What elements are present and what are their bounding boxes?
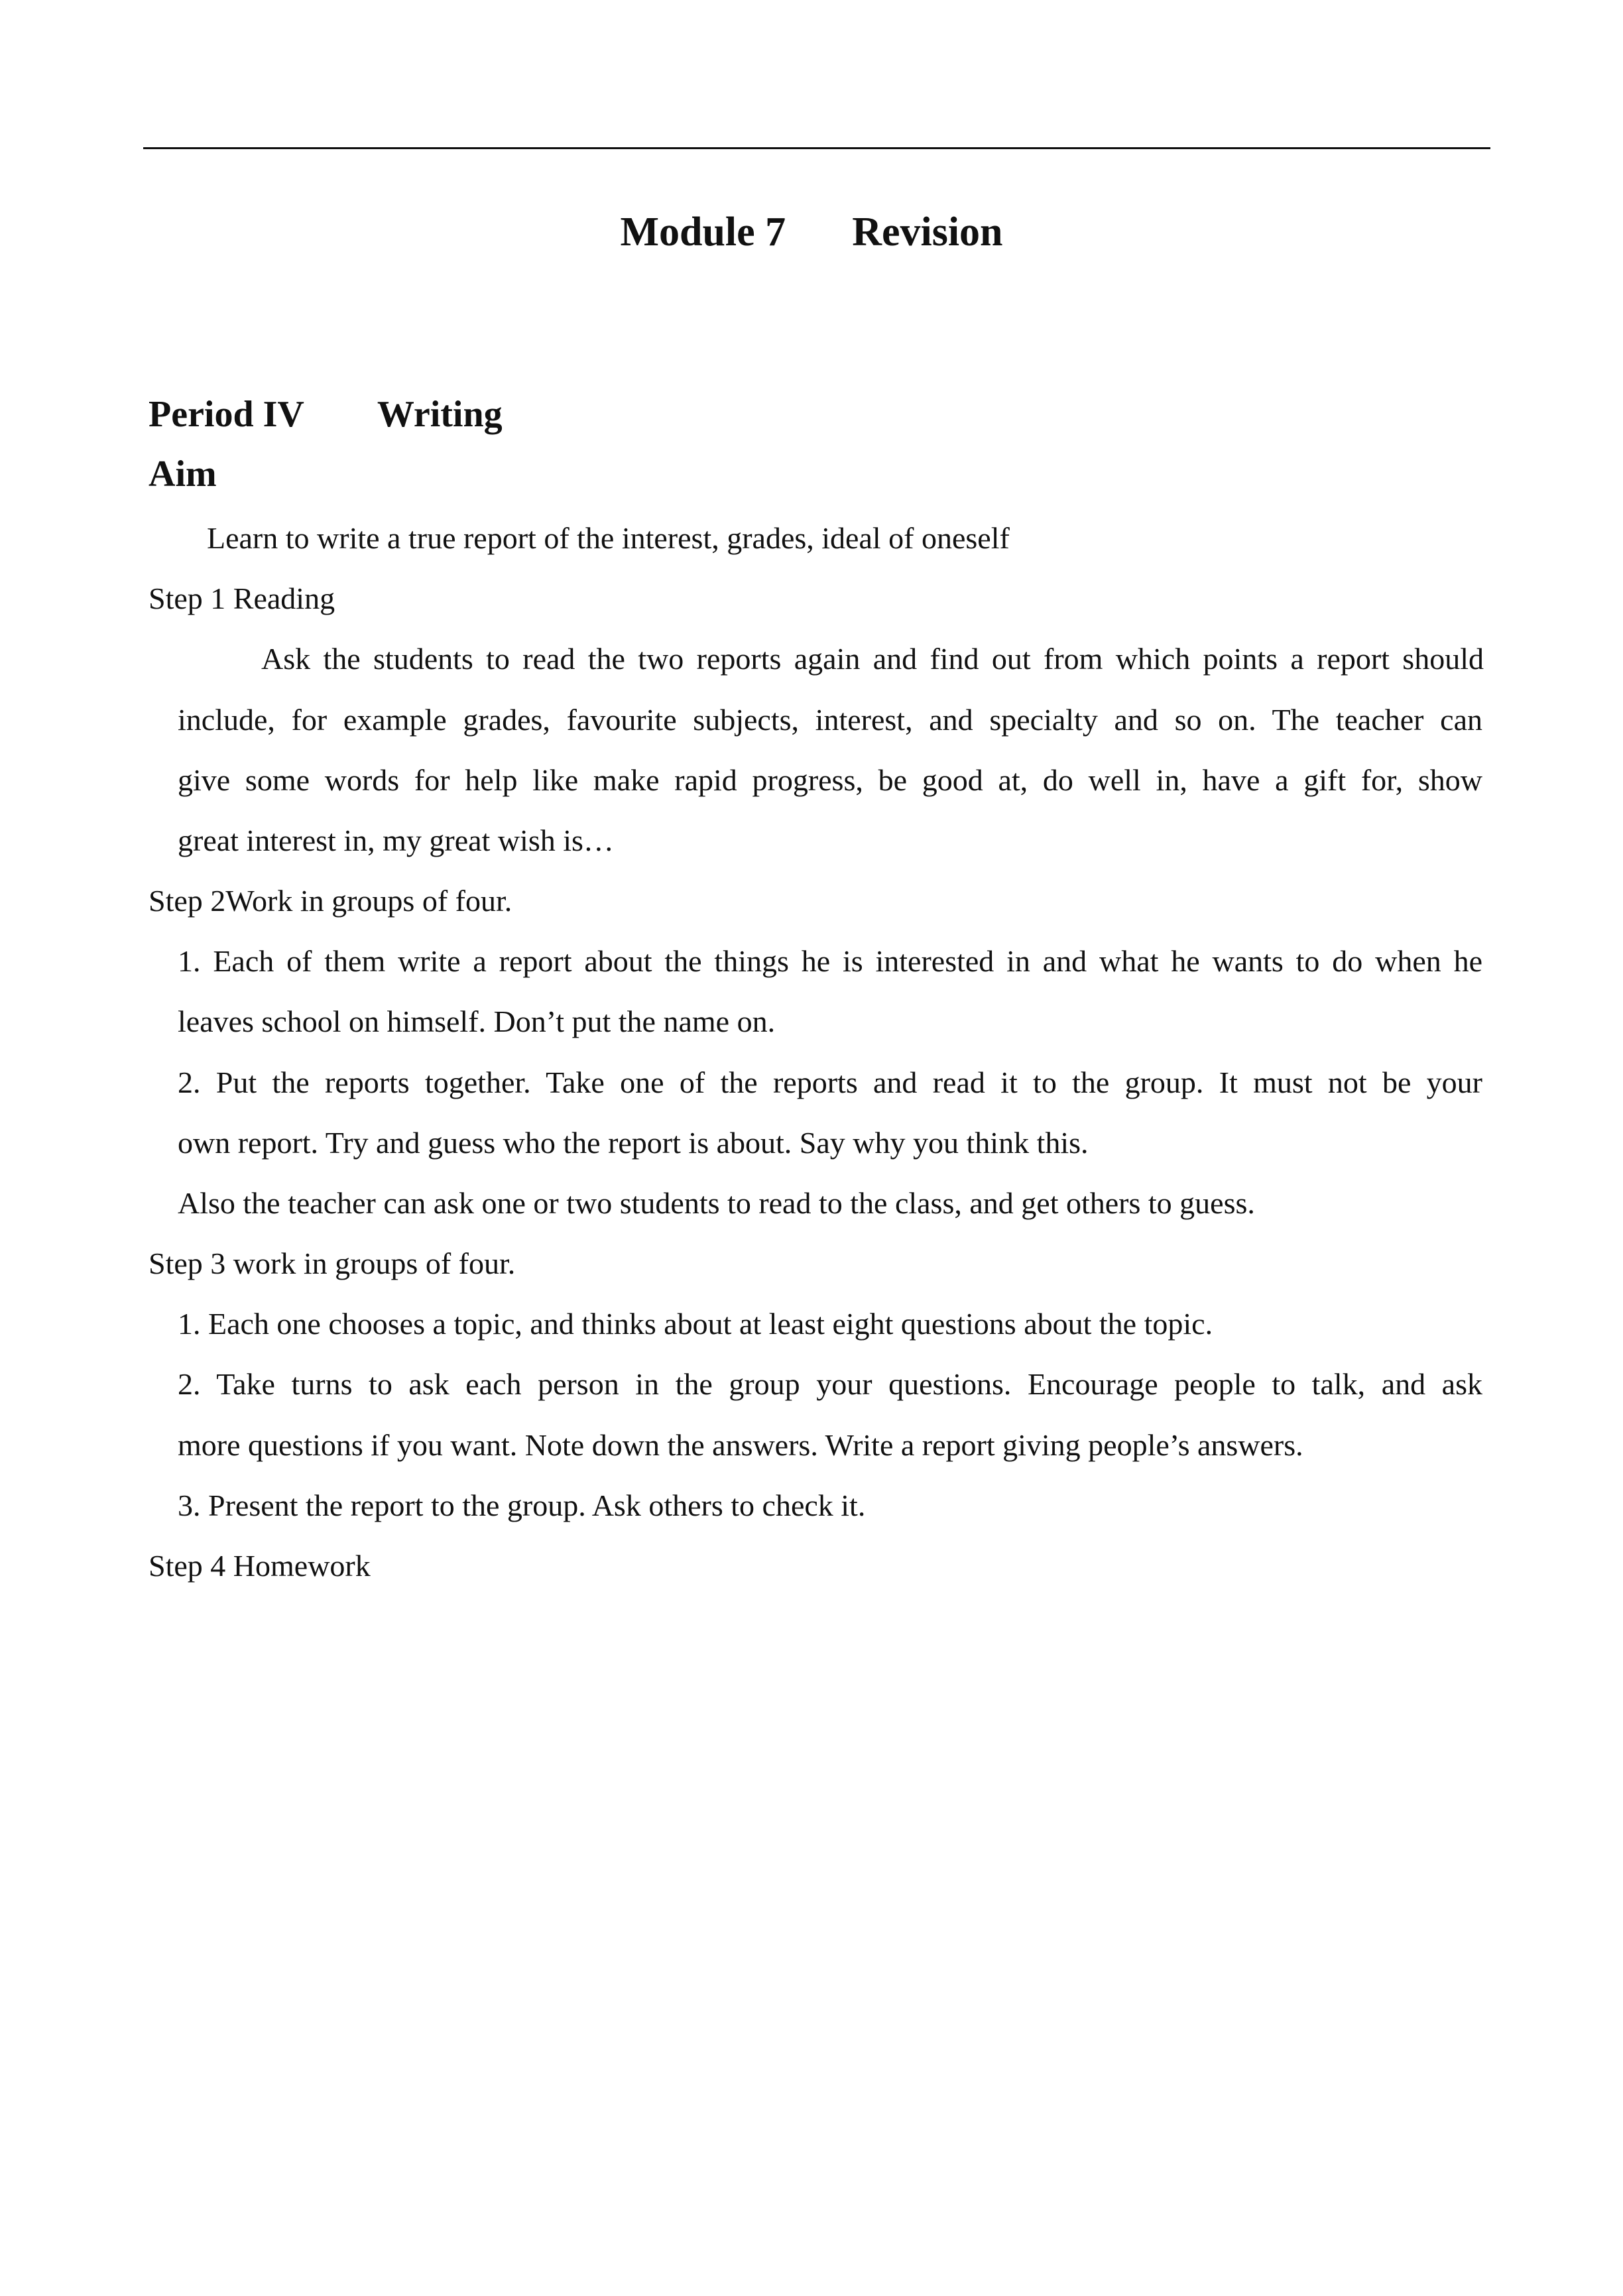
step3-item2-line-1: 2. Take turns to ask each person in the group your questions. Encourage people to talk, and ask — [178, 1367, 1482, 1401]
module-name: Revision — [852, 210, 1003, 255]
step1-line-4: great interest in, my great wish is… — [178, 823, 614, 857]
step1-heading: Step 1 Reading — [149, 581, 335, 615]
aim-heading: Aim — [149, 453, 217, 495]
page-title — [0, 202, 1623, 262]
step3-item1: 1. Each one chooses a topic, and thinks about at least eight questions about the topic. — [178, 1307, 1213, 1341]
step1-line-3: give some words for help like make rapid progress, be good at, do well in, have a gift for, show — [178, 763, 1482, 797]
step2-item2-line-2: own report. Try and guess who the report is about. Say why you think this. — [178, 1126, 1089, 1160]
step1-line-1: Ask the students to read the two reports again and find out from which points a report should — [261, 642, 1484, 676]
step4-heading: Step 4 Homework — [149, 1549, 371, 1583]
module-number: Module 7 — [620, 210, 786, 255]
step2-item2-line-1: 2. Put the reports together. Take one of the reports and read it to the group. It must not be your — [178, 1065, 1482, 1099]
step2-item1-line-1: 1. Each of them write a report about the things he is interested in and what he wants to do when he — [178, 944, 1482, 978]
step2-note: Also the teacher can ask one or two students to read to the class, and get others to guess. — [178, 1186, 1255, 1220]
step3-heading: Step 3 work in groups of four. — [149, 1246, 516, 1280]
step2-item1-line-2: leaves school on himself. Don’t put the name on. — [178, 1004, 776, 1038]
step2-heading: Step 2Work in groups of four. — [149, 884, 512, 918]
header-rule — [143, 147, 1490, 149]
step3-item3: 3. Present the report to the group. Ask others to check it. — [178, 1488, 866, 1522]
period-heading — [149, 388, 503, 441]
step3-item2-line-2: more questions if you want. Note down the answers. Write a report giving people’s answers. — [178, 1428, 1303, 1462]
period-topic: Writing — [377, 394, 503, 435]
period-label: Period IV — [149, 394, 304, 435]
aim-text: Learn to write a true report of the interest, grades, ideal of oneself — [207, 521, 1010, 555]
step1-line-2: include, for example grades, favourite subjects, interest, and specialty and so on. The teacher can — [178, 703, 1482, 737]
